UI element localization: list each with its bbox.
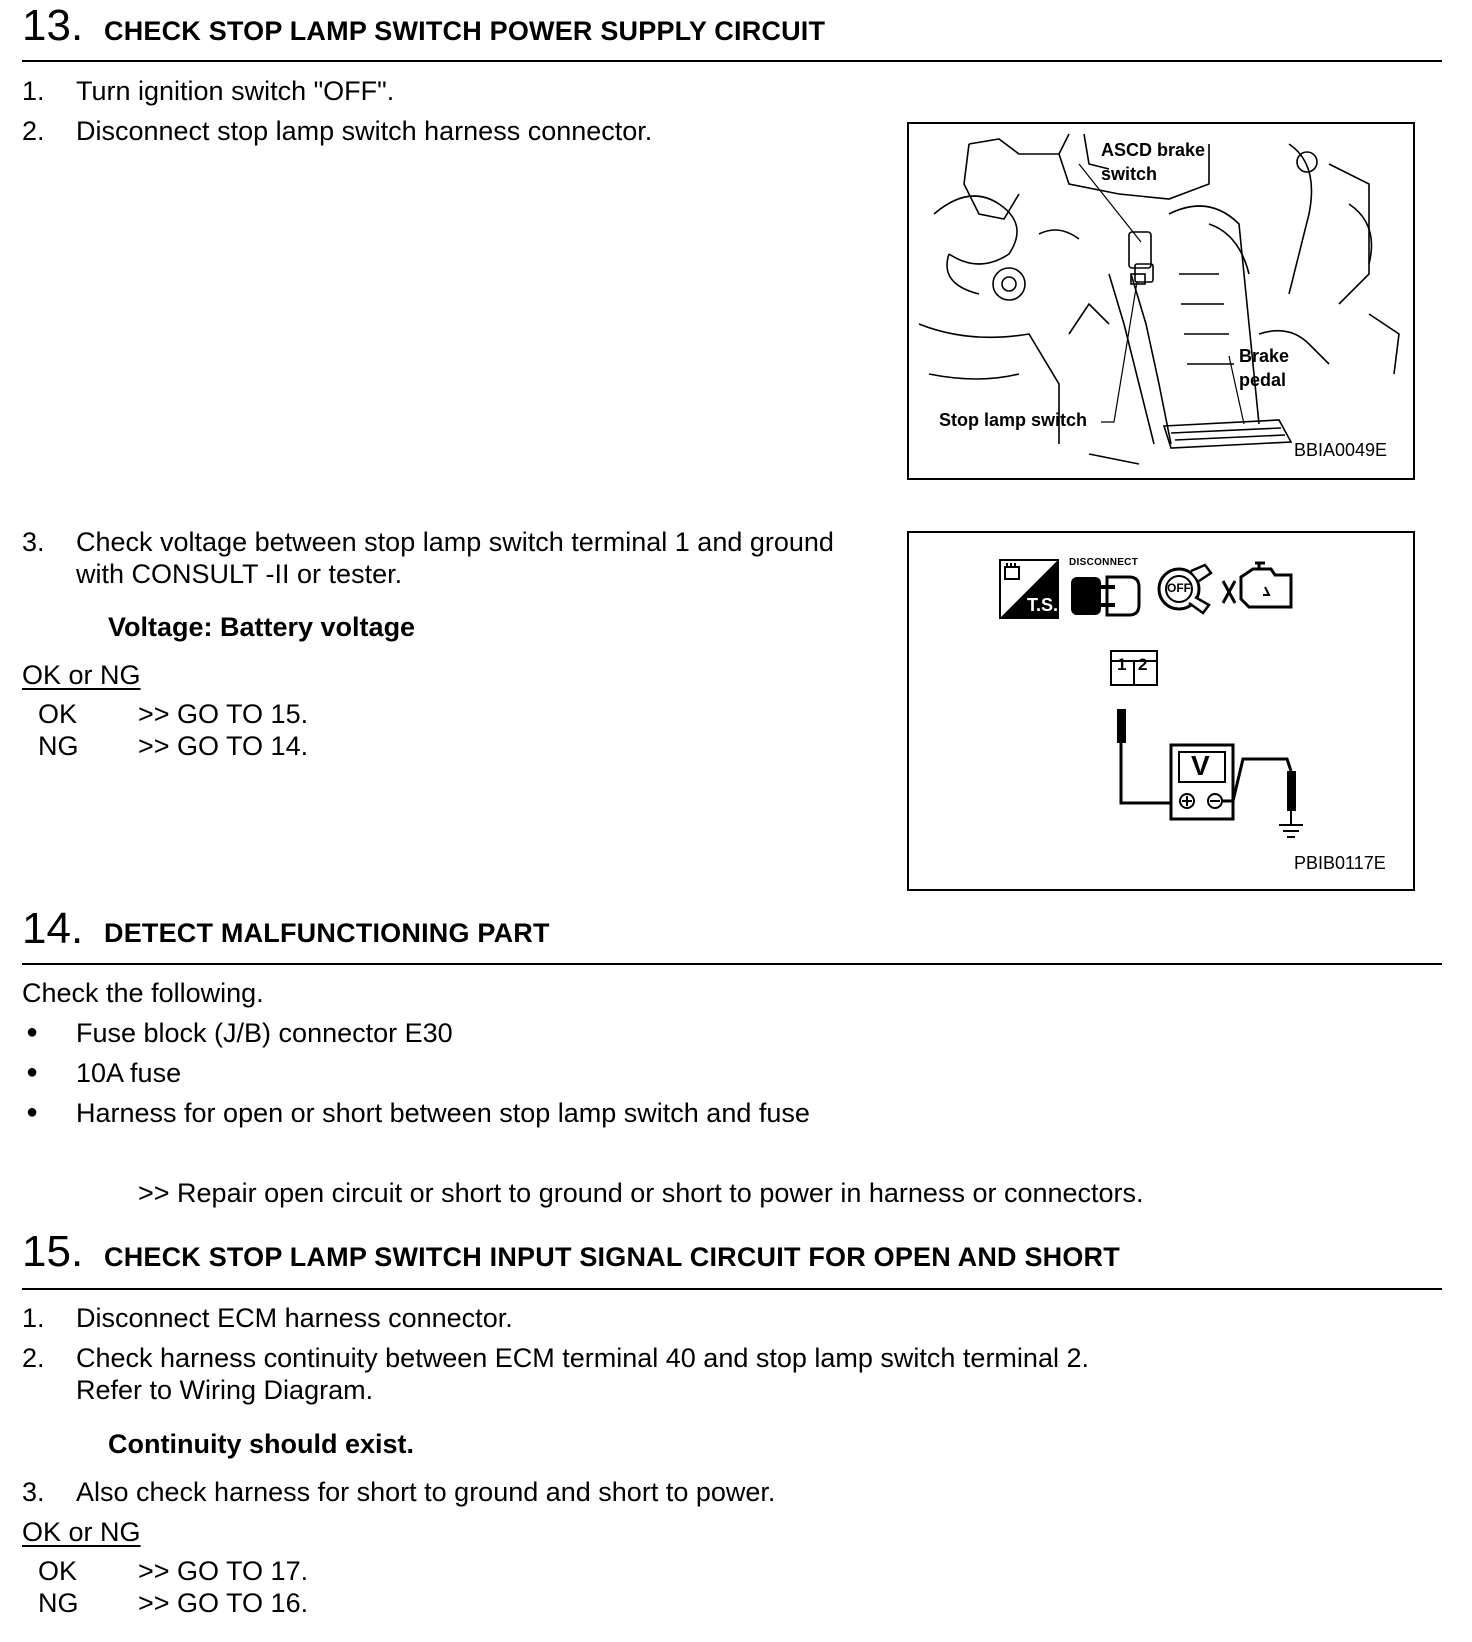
step-15-result-ok-key: OK (38, 1556, 78, 1586)
step-13-item-1-number: 1. (22, 76, 45, 106)
step-13-result-ok-link[interactable]: >> GO TO 15. (138, 699, 309, 729)
step-15-item-2-text-line2: Refer to Wiring Diagram. (76, 1375, 374, 1405)
step-15-item-2-number: 2. (22, 1343, 45, 1373)
step-13-result-ng-link[interactable]: >> GO TO 14. (138, 731, 309, 761)
step-14-bullet-2-text: 10A fuse (76, 1058, 182, 1088)
step-14-bullet-1-text: Fuse block (J/B) connector E30 (76, 1018, 453, 1048)
step-15-ok-or-ng-label: OK or NG (22, 1517, 141, 1547)
step-14-bullet-1-dot: ● (26, 1021, 39, 1043)
ts-icon-label: T.S. (1027, 595, 1059, 615)
step-15-continuity-spec: Continuity should exist. (108, 1429, 415, 1459)
step-14-number: 14. (22, 904, 84, 953)
figure-2-code: PBIB0117E (1294, 853, 1386, 873)
brake-pedal-label-line2: pedal (1239, 370, 1287, 390)
step-15-title: CHECK STOP LAMP SWITCH INPUT SIGNAL CIRCUIT FOR OPEN AND SHORT (104, 1242, 1120, 1272)
step-15-item-1-number: 1. (22, 1303, 45, 1333)
step-13-item-2-number: 2. (22, 116, 45, 146)
step-15-result-ng-link[interactable]: >> GO TO 16. (138, 1588, 309, 1618)
figure-1-code: BBIA0049E (1294, 440, 1388, 460)
step-15-item-2-text: Check harness continuity between ECM terminal 40 and stop lamp switch terminal 2. (76, 1343, 1089, 1373)
step-14-bullet-3-text: Harness for open or short between stop lamp switch and fuse (76, 1098, 810, 1128)
ascd-brake-switch-label-line2: switch (1101, 164, 1158, 184)
step-15-result-ng-key: NG (38, 1588, 79, 1618)
step-15-number: 15. (22, 1227, 84, 1276)
step-13-ok-or-ng-label: OK or NG (22, 660, 141, 690)
step-15-item-3-number: 3. (22, 1477, 45, 1507)
step-14-repair-action: >> Repair open circuit or short to ground or short to power in harness or connectors. (138, 1178, 1144, 1208)
step-13-item-3-number: 3. (22, 527, 45, 557)
connector-pin-2: 2 (1138, 655, 1148, 674)
stop-lamp-switch-label: Stop lamp switch (939, 410, 1088, 430)
voltmeter-label: V (1191, 750, 1210, 781)
step-15-result-ok-link[interactable]: >> GO TO 17. (138, 1556, 309, 1586)
step-13-divider (22, 60, 1442, 62)
step-13-item-1-text: Turn ignition switch "OFF". (76, 76, 395, 106)
stop-lamp-switch-location-figure (907, 122, 1415, 480)
ignition-off-label: OFF (1167, 581, 1191, 595)
step-13-voltage-spec: Voltage: Battery voltage (108, 612, 416, 642)
step-13-result-ng-key: NG (38, 731, 79, 761)
ascd-brake-switch-label-line1: ASCD brake (1101, 140, 1206, 160)
step-13-title: CHECK STOP LAMP SWITCH POWER SUPPLY CIRCUIT (104, 16, 826, 46)
brake-pedal-label-line1: Brake (1239, 346, 1290, 366)
step-15-item-1-text: Disconnect ECM harness connector. (76, 1303, 513, 1333)
step-14-bullet-3-dot: ● (26, 1101, 39, 1123)
step-14-title: DETECT MALFUNCTIONING PART (104, 918, 550, 948)
step-13-result-ok-key: OK (38, 699, 78, 729)
connector-pin-1: 1 (1117, 655, 1127, 674)
voltage-check-figure (907, 531, 1415, 891)
step-14-intro: Check the following. (22, 978, 264, 1008)
step-13-number: 13. (22, 1, 84, 50)
step-15-divider (22, 1288, 1442, 1290)
disconnect-icon-label: DISCONNECT (1069, 557, 1139, 568)
voltmeter-wiring-diagram (909, 533, 1413, 889)
step-14-bullet-2-dot: ● (26, 1061, 39, 1083)
step-13-item-2-text: Disconnect stop lamp switch harness connector. (76, 116, 653, 146)
step-13-item-3-text: Check voltage between stop lamp switch terminal 1 and ground (76, 527, 834, 557)
step-13-item-3-text-line2: with CONSULT -II or tester. (76, 559, 403, 589)
step-14-divider (22, 963, 1442, 965)
step-15-item-3-text: Also check harness for short to ground and short to power. (76, 1477, 776, 1507)
